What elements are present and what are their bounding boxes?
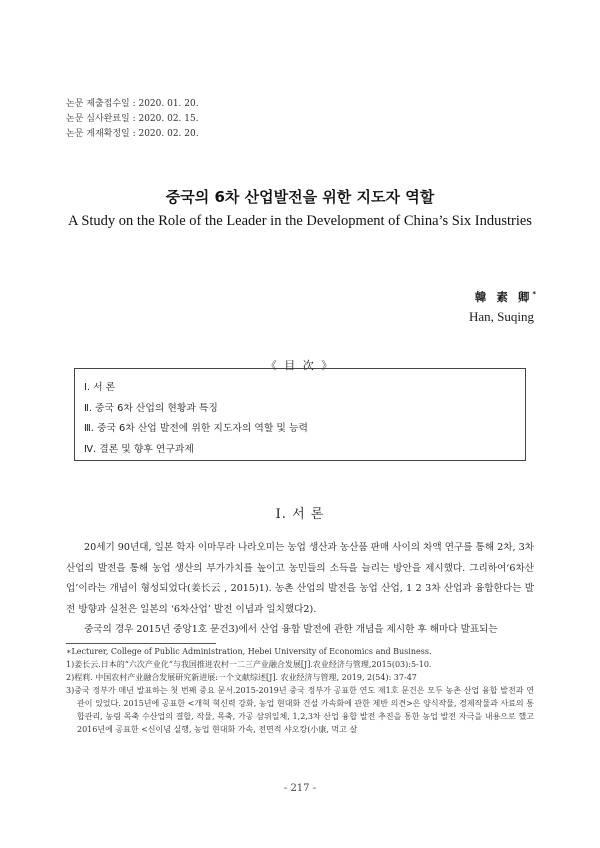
body-text [66, 538, 534, 641]
author-name-english: Han, Suqing [469, 309, 534, 324]
date-accepted: 논문 게재확정일 : 2020. 02. 20. [66, 129, 199, 139]
toc-item: Ⅳ. 결론 및 향후 연구과제 [84, 443, 194, 455]
footnote-divider [66, 643, 216, 644]
title-korean: 중국의 6차 산업발전을 위한 지도자 역할 [165, 188, 435, 206]
author-name-korean [475, 289, 536, 305]
date-submitted: 논문 제출접수일 : 2020. 01. 20. [66, 99, 199, 109]
title-english: A Study on the Role of the Leader in the Development of China’s Six Industries [68, 213, 532, 229]
section-heading: Ⅰ. 서 론 [275, 507, 325, 522]
author-name-text: 韓 素 卿 [474, 290, 533, 304]
author-footnote-mark: * [532, 290, 536, 299]
footnote-2: 2)程莉. 中国农村产业融合发展研究新进展:一个文献综述[J]. 农业经济与管理, 2019, 2(54): 37-47 [66, 673, 417, 682]
table-of-contents [84, 378, 308, 460]
footnote-3: 3)중국 정부가 매년 발표하는 첫 번째 중요 문서.2015-2019년 중국 정부가 공표한 연도 제1호 문건은 모두 농촌 산업 융합 발전과 연관이 있었다. 2015년에 공표한 <개혁 혁신력 강화, 농업 현대화 건설 가속화에 관한 제반 의견>은 양식작물, 경제작물과 사료의 통합관리, 농림 목축 수산업의 결합, 작물, 목축, 가공 삼위일체, 1,2,3차 산업 융합 발전 추진을 통한 농업 발전 자극을 내용으로 했고 2016년에 공표한 <신이념 실행, 농업 현대화 가속, 전면적 샤오캉(小康, 먹고 살 [66, 686, 534, 734]
footnote-1: 1)姜长云.日本的“六次产业化”与我国推进农村一二三产业融合发展[J].农业经济与管理,2015(03):5-10. [66, 660, 432, 669]
date-reviewed: 논문 심사완료일 : 2020. 02. 15. [66, 114, 199, 124]
footnote-author: ∗Lecturer, College of Public Administration, Hebei University of Economics and Business. [66, 647, 432, 656]
footnotes [66, 645, 534, 736]
toc-item: Ⅰ. 서 론 [84, 382, 116, 393]
page-number: - 217 - [283, 783, 317, 794]
paragraph: 중국의 경우 2015년 중앙1호 문건3)에서 산업 융합 발전에 관한 개념을 제시한 후 해마다 발표되는 [84, 624, 498, 635]
paragraph: 20세기 90년대, 일본 학자 이마무라 나라오미는 농업 생산과 농산품 판매 사이의 차액 연구를 통해 2차, 3차 산업의 발전을 통해 농업 생산의 부가가치를 높이고 농민들의 소득을 늘리는 방안을 제시했다. 그리하여‘6차산업’이라는 개념이 형성되었다(姜长云 , 2015)1). 농촌 산업의 발전을 농업 산업, 1 2 3차 산업과 융합한다는 발전 방향과 실천은 일본의 ‘6차산업’ 발전 이념과 일치했다2). [66, 542, 534, 615]
toc-heading: 《 目 次 》 [265, 359, 335, 372]
toc-item: Ⅱ. 중국 6차 산업의 현황과 특징 [84, 402, 218, 414]
submission-dates [66, 97, 199, 142]
toc-item: Ⅲ. 중국 6차 산업 발전에 위한 지도자의 역할 및 능력 [84, 423, 308, 434]
